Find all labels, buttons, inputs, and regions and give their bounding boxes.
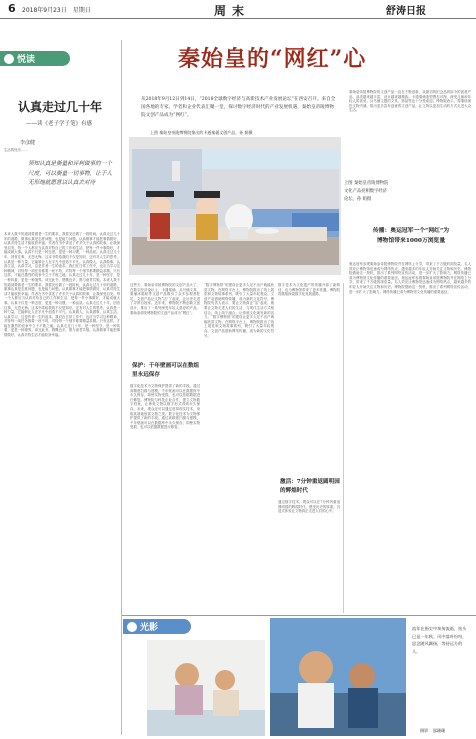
right-body-col-bottom: 奥运冠军参观秦始皇帝陵博物院并在网络上分享，带来了千万级的浏览量。名人效应让博物馆迅速成为网络热点，越来越多的年轻人开始关注文物和历史。博物院借助这一契机，推出了系列网络宣传活动，进一步扩大了影响力。网络传播已成为博物馆文化传播的重要途径。奥运冠军参观秦始皇帝陵博物院并在网络上分享，带来了千万级的浏览量。名人效应让博物馆迅速成为网络热点，越来越多的年轻人开始关注文物和历史。博物院借助这一契机，推出了系列网络宣传活动，进一步扩大了影响力。网络传播已成为博物馆文化传播的重要途径。 — [349, 262, 471, 294]
bottom-photo-1 — [147, 640, 265, 736]
page-date: 2018年9月23日 星期日 — [22, 7, 91, 14]
main-body-col-3b: 通过数字技术，观众可以在7分钟内重返圆明园的辉煌时代，感受历史的厚重。沉浸式体验让文物真正走进人们的心中。 — [278, 500, 340, 514]
page-header — [0, 0, 476, 19]
main-body-col-1b: 数字化技术为文物保护提供了新的手段。通过高精度扫描与建模，千年壁画可以在数据库中永久保存，即使实物受损，也可以依据数据进行修复。博物院与科技企业合作，建立文物数字档案，让珍贵文物以数字形式得到永久保存。未来，观众还可以通过虚拟现实技术，身临其境地欣赏文物之美。数字化技术为文物保护提供了新的手段。通过高精度扫描与建模，千年壁画可以在数据库中永久保存，即使实物受损，也可以依据数据进行修复。 — [130, 384, 200, 430]
subhead-3: 传播：奥运冠军一个“网红”为博物馆带来1000万浏览量 — [372, 228, 450, 244]
left-body-text: 本来人我不知道到要做老一生的要求，我看完后做了一段时间，认真走过几十年的道路，做事认真是态度问题，也是能力问题。认真做事才能把事情做好，认真对待生活才能收获幸福。作者在书中讲述了许多关于认真的故事，让我深受启发。每一个人都应当认真对待自己的工作和生活，把每一件小事做好，才能成就大事。认真不仅是一种态度，更是一种习惯，一种品质。认真走过几十年，回首往事，无怨无悔。这本书带给我的不仅是知识，还有对人生的思考。认真是一种力量，它能够让人在平凡中创造不平凡。认真做人，认真做事，认真生活，认真学习，这是作者一生的追求。我们在日常工作中，也应当学习这种精神，对待每一项任务都要一丝不苟，对待每一个细节都要精益求精。只有这样，才能在激烈的竞争中立于不败之地。认真走过几十年，是一种坚守，是一种执着，更是一种境界。读完此书，感慨良多，愿与诸君共勉。本来人我不知道到要做老一生的要求，我看完后做了一段时间，认真走过几十年的道路，做事认真是态度问题，也是能力问题。认真做事才能把事情做好，认真对待生活才能收获幸福。作者在书中讲述了许多关于认真的故事，让我深受启发。每一个人都应当认真对待自己的工作和生活，把每一件小事做好，才能成就大事。认真不仅是一种态度，更是一种习惯，一种品质。认真走过几十年，回首往事，无怨无悔。这本书带给我的不仅是知识，还有对人生的思考。认真是一种力量，它能够让人在平凡中创造不平凡。认真做人，认真做事，认真生活，认真学习，这是作者一生的追求。我们在日常工作中，也应当学习这种精神，对待每一项任务都要一丝不苟，对待每一个细节都要精益求精。只有这样，才能在激烈的竞争中立于不败之地。认真走过几十年，是一种坚守，是一种执着，更是一种境界。读完此书，感慨良多，愿与诸君共勉。认真做事才能把事情做好，认真对待生活才能收获幸福。 — [4, 232, 120, 338]
newspaper-name: 舒涛日报 — [386, 6, 426, 17]
main-body-col-1: 这些天，秦始皇帝陵博物院的文创产品火了，在数字经济论坛上，卡通秦俑、兵马俑文具、秦俑冰箱贴等文创产品吸引了众多参观者驻足。文创产品让文物“活”了起来，让历史走进了寻常百姓家。近年来，博物院不断创新文创设计，推出了一系列深受年轻人喜爱的产品，秦始皇帝陵博物院的文创产品成为“网红”。 — [130, 283, 200, 315]
photo-scene — [132, 149, 339, 265]
subhead-1: 保护：千年壁画可以在数组里永远保存 — [132, 363, 200, 378]
page-number: 6 — [8, 2, 16, 15]
article-author: 李彦健 — [20, 140, 36, 146]
subhead-4: 激活：7分钟重返圆明园的辉煌时代 — [280, 479, 340, 494]
column-divider-right — [343, 283, 344, 613]
left-text-1: 生活的经历…… — [4, 148, 28, 152]
article-subtitle: ——读《老子学子笔》有感 — [26, 121, 93, 127]
main-photo — [132, 149, 339, 265]
photo-side-caption: 上图 秦始皇帝陵博物院文化产品亮相数字经济论坛。孙 娟摄 — [344, 181, 389, 202]
column-divider — [121, 40, 122, 735]
main-body-col-3: 数字技术为文化遗产的传播开辟了新路径，也为博物馆带来了更多机遇。博物院将继续探索数字化发展道路。 — [278, 283, 340, 297]
photo-scene-2 — [270, 618, 406, 736]
bottom-divider — [122, 615, 476, 616]
main-lead: 从2018年9月12日到14日，“2018全球数字经济与高新技术产业发展论坛”在西安召开。来自全国各地的专家、学者和企业代表汇聚一堂，探讨数字经济时代的产业发展机遇，秦始皇帝陵博物院文创产品成为“网红”。 — [141, 97, 336, 118]
photo-credit: 摄影 邵珊珊 — [420, 728, 446, 733]
camera-icon — [127, 622, 137, 632]
section-badge-reading — [0, 51, 70, 66]
pull-quote: 须知认真是衡量和评判做事的一个尺度，可以衡量一切事物，让于人无形地就愿意以认真去对待 — [28, 161, 112, 186]
section-badge-photo — [123, 619, 191, 634]
article-title: 认真走过几十年 — [18, 100, 103, 114]
photo-scene-1 — [147, 640, 265, 736]
badge-label: 悦读 — [17, 55, 36, 65]
book-icon — [4, 54, 14, 64]
right-body-col-top: 秦始皇帝陵博物院的文创产品一直在不断创新，从最初的纪念品到如今的创意产品，品类越来越丰富，设计越来越精致。卡通秦俑造型憨态可掬，深受儿童和年轻人的喜爱。兵马俑主题的文具、饰品等也十分受欢迎。博物院表示，将继续深挖文物内涵，推出更多富有创意的文创产品，让文物以更加生动的方式走进大众生活。 — [349, 90, 471, 113]
main-body-col-2: “数字博物馆”的建设让更多人足不出户就能欣赏文物。在网络平台上，博物院推出了线上展览和文物故事系列，吸引了大量年轻观众。文创产品借助网络传播，成为新的文化符号。博物院负责人表示，要让文物真正“活”起来，就要让文物走进人们的生活，与现代生活方式相结合。线上线下融合，让传统文化焕发新的活力。“数字博物馆”的建设让更多人足不出户就能欣赏文物。在网络平台上，博物院推出了线上展览和文物故事系列，吸引了大量年轻观众。文创产品借助网络传播，成为新的文化符号。 — [204, 283, 274, 338]
badge-label-photo: 光影 — [140, 623, 159, 633]
photo-main-caption: 上图 秦始皇帝陵博物院推出的卡通秦俑文创产品，孙 娟摄 — [150, 130, 253, 135]
section-name: 周末 — [214, 4, 251, 18]
main-title: 秦始皇的“网红”心 — [178, 46, 367, 72]
bottom-poem: 流年在指尖中匆匆流逝，抬头已是一年秋。风中落叶纷纷，思念随风飘扬，等待远方的人。 — [412, 626, 467, 654]
bottom-photo-2 — [270, 618, 406, 736]
